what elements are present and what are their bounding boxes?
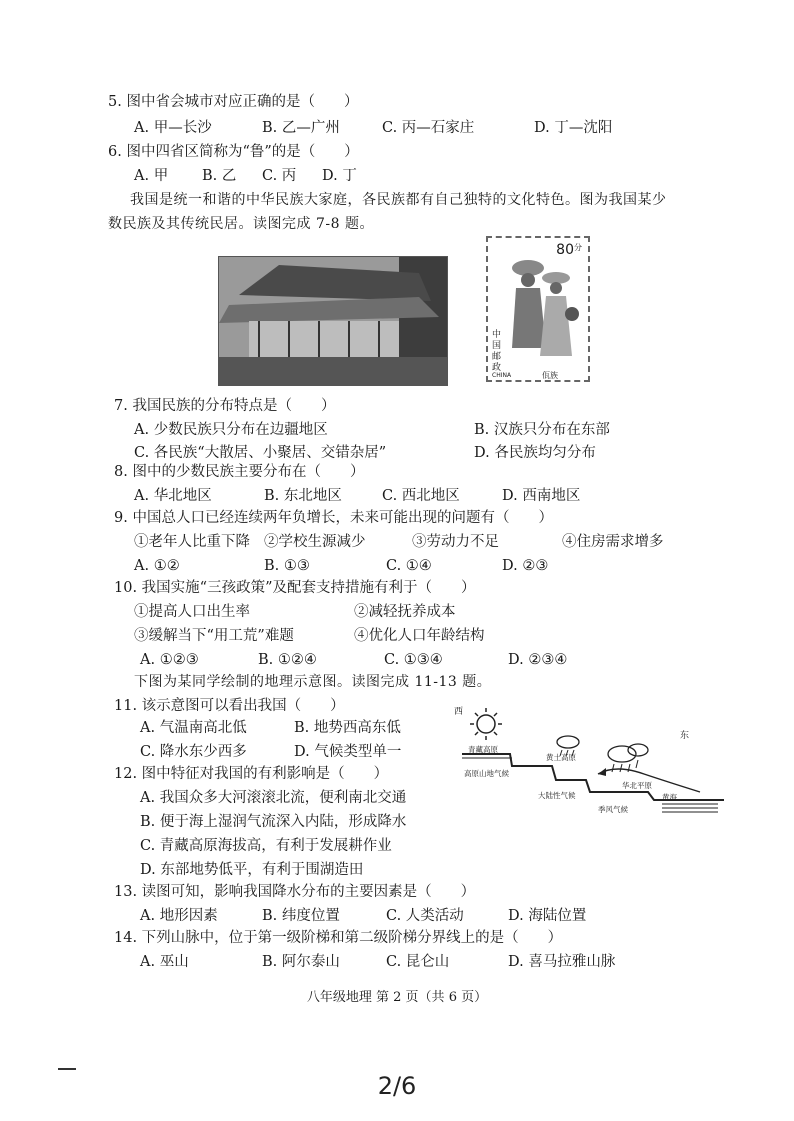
stamp-latin: CHINA xyxy=(492,372,512,379)
q14-stem: 14. 下列山脉中，位于第一级阶梯和第二级阶梯分界线上的是（ ） xyxy=(114,930,563,946)
q9-option-d: D. ②③ xyxy=(502,558,549,574)
q9-item-3: ③劳动力不足 xyxy=(412,534,499,550)
storm-cloud-icon xyxy=(608,744,648,772)
q7-option-d: D. 各民族均匀分布 xyxy=(474,445,596,461)
q5-option-d: D. 丁—沈阳 xyxy=(534,120,613,136)
q14-option-d: D. 喜马拉雅山脉 xyxy=(508,954,616,970)
q12-option-d: D. 东部地势低平，有利于围湖造田 xyxy=(140,862,364,878)
q13-option-a: A. 地形因素 xyxy=(140,908,218,924)
diagram-label-qingzang: 青藏高原 xyxy=(468,745,498,754)
terrain-climate-diagram xyxy=(448,700,724,822)
q9-option-b: B. ①③ xyxy=(264,558,310,574)
diagram-label-loess: 黄土高原 xyxy=(546,753,576,762)
q10-option-c: C. ①③④ xyxy=(384,652,443,668)
q13-option-c: C. 人类活动 xyxy=(386,908,464,924)
q9-item-2: ②学校生源减少 xyxy=(264,534,366,550)
q11-option-a: A. 气温南高北低 xyxy=(140,720,247,736)
q9-item-1: ①老年人比重下降 xyxy=(134,534,250,550)
diagram-label-north-plain: 华北平原 xyxy=(622,781,652,790)
q8-option-a: A. 华北地区 xyxy=(134,488,212,504)
q6-stem: 6. 图中四省区简称为“鲁”的是（ ） xyxy=(108,144,359,160)
intro-11-13: 下图为某同学绘制的地理示意图。读图完成 11-13 题。 xyxy=(134,674,492,690)
q10-item-2: ②减轻抚养成本 xyxy=(354,604,456,620)
sun-icon xyxy=(470,708,502,740)
q12-stem: 12. 图中特征对我国的有利影响是（ ） xyxy=(114,766,389,782)
stamp-label: 佤族 xyxy=(542,371,558,380)
intro-7-8-line2: 数民族及其传统民居。读图完成 7-8 题。 xyxy=(108,216,374,232)
q14-option-c: C. 昆仑山 xyxy=(386,954,450,970)
q11-option-c: C. 降水东少西多 xyxy=(140,744,247,760)
q7-option-c: C. 各民族“大散居、小聚居、交错杂居” xyxy=(134,445,387,461)
q12-option-a: A. 我国众多大河滚滚北流，便利南北交通 xyxy=(140,790,407,806)
page-indicator: 2/6 xyxy=(377,1072,417,1100)
q6-option-b: B. 乙 xyxy=(202,168,237,184)
stamp-country: 中国邮政 xyxy=(492,330,502,373)
q9-option-c: C. ①④ xyxy=(386,558,432,574)
q6-option-d: D. 丁 xyxy=(322,168,357,184)
stamp-value: 80 xyxy=(556,242,574,258)
q13-option-b: B. 纬度位置 xyxy=(262,908,340,924)
q14-option-a: A. 巫山 xyxy=(140,954,189,970)
diagram-west-label: 西 xyxy=(454,707,464,717)
q10-option-d: D. ②③④ xyxy=(508,652,568,668)
page-footer: 八年级地理 第 2 页（共 6 页） xyxy=(306,990,488,1005)
scan-edge-mark xyxy=(58,1068,76,1070)
q9-option-a: A. ①② xyxy=(134,558,180,574)
q12-option-c: C. 青藏高原海拔高，有利于发展耕作业 xyxy=(140,838,392,854)
q6-option-c: C. 丙 xyxy=(262,168,297,184)
q8-option-c: C. 西北地区 xyxy=(382,488,460,504)
diagram-label-monsoon: 季风气候 xyxy=(598,805,628,814)
q13-option-d: D. 海陆位置 xyxy=(508,908,587,924)
q5-option-c: C. 丙—石家庄 xyxy=(382,120,475,136)
q7-option-b: B. 汉族只分布在东部 xyxy=(474,422,610,438)
q8-option-d: D. 西南地区 xyxy=(502,488,581,504)
q6-option-a: A. 甲 xyxy=(134,168,169,184)
q9-stem: 9. 中国总人口已经连续两年负增长，未来可能出现的问题有（ ） xyxy=(114,510,553,526)
q10-option-a: A. ①②③ xyxy=(140,652,199,668)
q5-option-b: B. 乙—广州 xyxy=(262,120,340,136)
diagram-east-label: 东 xyxy=(680,731,690,741)
q14-option-b: B. 阿尔泰山 xyxy=(262,954,340,970)
q13-stem: 13. 读图可知，影响我国降水分布的主要因素是（ ） xyxy=(114,884,476,900)
q10-item-4: ④优化人口年龄结构 xyxy=(354,628,485,644)
q5-stem: 5. 图中省会城市对应正确的是（ ） xyxy=(108,94,359,110)
diagram-label-yellow-sea: 黄海 xyxy=(662,793,677,802)
diagram-label-continental: 大陆性气候 xyxy=(538,791,576,800)
q9-item-4: ④住房需求增多 xyxy=(562,534,664,550)
q10-stem: 10. 我国实施“三孩政策”及配套支持措施有利于（ ） xyxy=(114,580,476,596)
diagram-label-plateau-climate: 高原山地气候 xyxy=(464,769,509,778)
q10-item-3: ③缓解当下“用工荒”难题 xyxy=(134,628,294,644)
q7-option-a: A. 少数民族只分布在边疆地区 xyxy=(134,422,328,438)
q12-option-b: B. 便于海上湿润气流深入内陆，形成降水 xyxy=(140,814,407,830)
q11-option-b: B. 地势西高东低 xyxy=(294,720,401,736)
q5-option-a: A. 甲—长沙 xyxy=(134,120,212,136)
q10-option-b: B. ①②④ xyxy=(258,652,317,668)
traditional-house-photo xyxy=(218,256,448,386)
stamp-unit: 分 xyxy=(574,243,582,252)
ethnic-stamp xyxy=(486,236,590,382)
intro-7-8-line1: 我国是统一和谐的中华民族大家庭，各民族都有自己独特的文化特色。图为我国某少 xyxy=(130,192,667,208)
q7-stem: 7. 我国民族的分布特点是（ ） xyxy=(114,398,336,414)
q8-stem: 8. 图中的少数民族主要分布在（ ） xyxy=(114,464,365,480)
q11-option-d: D. 气候类型单一 xyxy=(294,744,402,760)
q8-option-b: B. 东北地区 xyxy=(264,488,342,504)
q11-stem: 11. 该示意图可以看出我国（ ） xyxy=(114,698,345,714)
q10-item-1: ①提高人口出生率 xyxy=(134,604,250,620)
